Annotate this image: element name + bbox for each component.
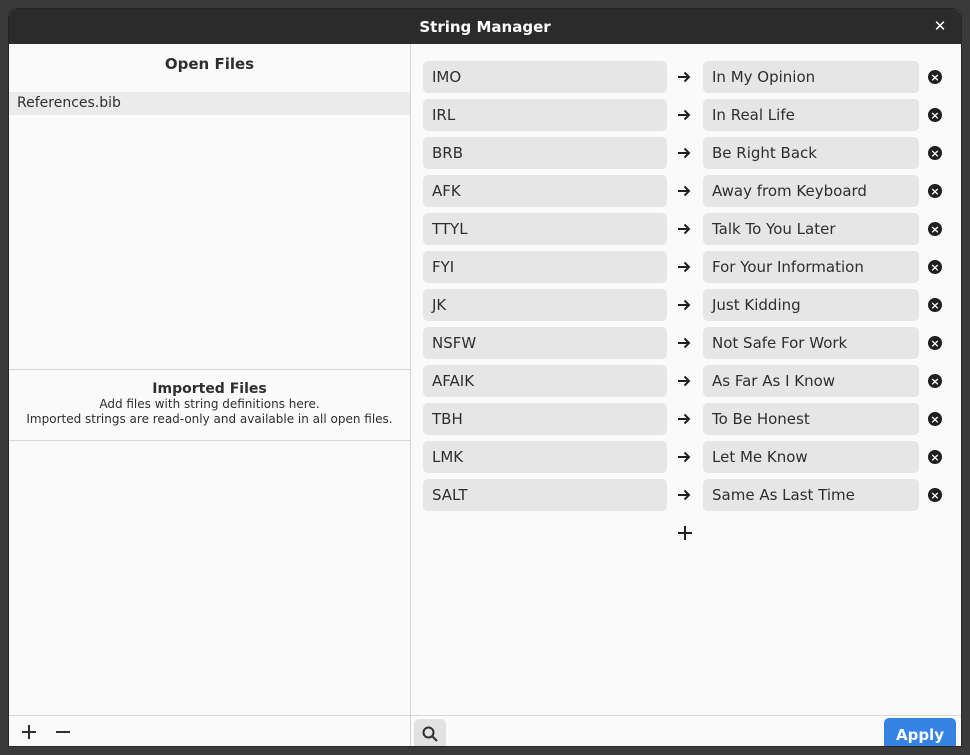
imported-files-hint-2: Imported strings are read-only and available in all open files.: [26, 412, 393, 426]
open-file-item[interactable]: [9, 92, 410, 115]
arrow-right-icon: [673, 441, 695, 473]
string-key-field[interactable]: AFAIK: [423, 365, 667, 397]
remove-string-icon[interactable]: ×: [928, 412, 942, 426]
files-toolbar: [9, 715, 410, 746]
minus-icon: [56, 725, 70, 739]
title-bar: [9, 9, 961, 44]
imported-files-heading: Imported Files: [152, 381, 267, 397]
string-key-field[interactable]: IMO: [423, 61, 667, 93]
strings-toolbar: [411, 715, 961, 746]
open-file-name: References.bib: [17, 95, 121, 111]
string-value-field[interactable]: Not Safe For Work: [703, 327, 919, 359]
imported-files-hint-1: Add files with string definitions here.: [99, 397, 320, 411]
arrow-right-icon: [673, 251, 695, 283]
arrow-right-icon: [673, 403, 695, 435]
add-file-button[interactable]: [16, 720, 42, 744]
string-row: [411, 251, 961, 285]
string-row: [411, 327, 961, 361]
arrow-right-icon: [673, 99, 695, 131]
add-string-button[interactable]: [676, 523, 694, 543]
apply-button[interactable]: Apply: [884, 718, 956, 746]
string-value-field[interactable]: Talk To You Later: [703, 213, 919, 245]
imported-files-header: [9, 369, 410, 441]
string-key-field[interactable]: NSFW: [423, 327, 667, 359]
arrow-right-icon: [673, 289, 695, 321]
search-button[interactable]: [414, 719, 446, 746]
string-value-field[interactable]: In My Opinion: [703, 61, 919, 93]
remove-string-icon[interactable]: ×: [928, 298, 942, 312]
remove-string-icon[interactable]: ×: [928, 374, 942, 388]
strings-panel: [411, 44, 961, 746]
remove-string-icon[interactable]: ×: [928, 488, 942, 502]
string-key-field[interactable]: TBH: [423, 403, 667, 435]
remove-string-icon[interactable]: ×: [928, 146, 942, 160]
arrow-right-icon: [673, 479, 695, 511]
window-title: String Manager: [419, 17, 551, 36]
string-row: [411, 403, 961, 437]
remove-string-icon[interactable]: ×: [928, 70, 942, 84]
open-files-heading: Open Files: [164, 55, 255, 73]
remove-string-icon[interactable]: ×: [928, 184, 942, 198]
string-row: [411, 365, 961, 399]
files-panel: [9, 44, 411, 746]
arrow-right-icon: [673, 175, 695, 207]
string-value-field[interactable]: For Your Information: [703, 251, 919, 283]
search-icon: [422, 726, 438, 742]
string-value-field[interactable]: To Be Honest: [703, 403, 919, 435]
arrow-right-icon: [673, 365, 695, 397]
remove-string-icon[interactable]: ×: [928, 260, 942, 274]
string-manager-window: [9, 9, 961, 746]
string-value-field[interactable]: Same As Last Time: [703, 479, 919, 511]
close-icon[interactable]: ✕: [933, 17, 947, 35]
plus-icon: [678, 526, 692, 540]
string-row: [411, 479, 961, 513]
string-row: [411, 137, 961, 171]
string-key-field[interactable]: BRB: [423, 137, 667, 169]
arrow-right-icon: [673, 61, 695, 93]
string-row: [411, 213, 961, 247]
remove-string-icon[interactable]: ×: [928, 222, 942, 236]
string-value-field[interactable]: Let Me Know: [703, 441, 919, 473]
string-value-field[interactable]: Be Right Back: [703, 137, 919, 169]
string-row: [411, 441, 961, 475]
plus-icon: [22, 725, 36, 739]
string-row: [411, 61, 961, 95]
open-files-header: [9, 44, 410, 93]
string-key-field[interactable]: LMK: [423, 441, 667, 473]
remove-string-icon[interactable]: ×: [928, 336, 942, 350]
string-row: [411, 99, 961, 133]
arrow-right-icon: [673, 213, 695, 245]
arrow-right-icon: [673, 327, 695, 359]
string-key-field[interactable]: JK: [423, 289, 667, 321]
string-key-field[interactable]: SALT: [423, 479, 667, 511]
remove-file-button[interactable]: [50, 720, 76, 744]
string-row: [411, 289, 961, 323]
string-key-field[interactable]: FYI: [423, 251, 667, 283]
string-value-field[interactable]: Away from Keyboard: [703, 175, 919, 207]
string-row: [411, 175, 961, 209]
remove-string-icon[interactable]: ×: [928, 108, 942, 122]
arrow-right-icon: [673, 137, 695, 169]
string-key-field[interactable]: TTYL: [423, 213, 667, 245]
string-value-field[interactable]: As Far As I Know: [703, 365, 919, 397]
string-value-field[interactable]: In Real Life: [703, 99, 919, 131]
string-key-field[interactable]: AFK: [423, 175, 667, 207]
string-value-field[interactable]: Just Kidding: [703, 289, 919, 321]
remove-string-icon[interactable]: ×: [928, 450, 942, 464]
string-key-field[interactable]: IRL: [423, 99, 667, 131]
